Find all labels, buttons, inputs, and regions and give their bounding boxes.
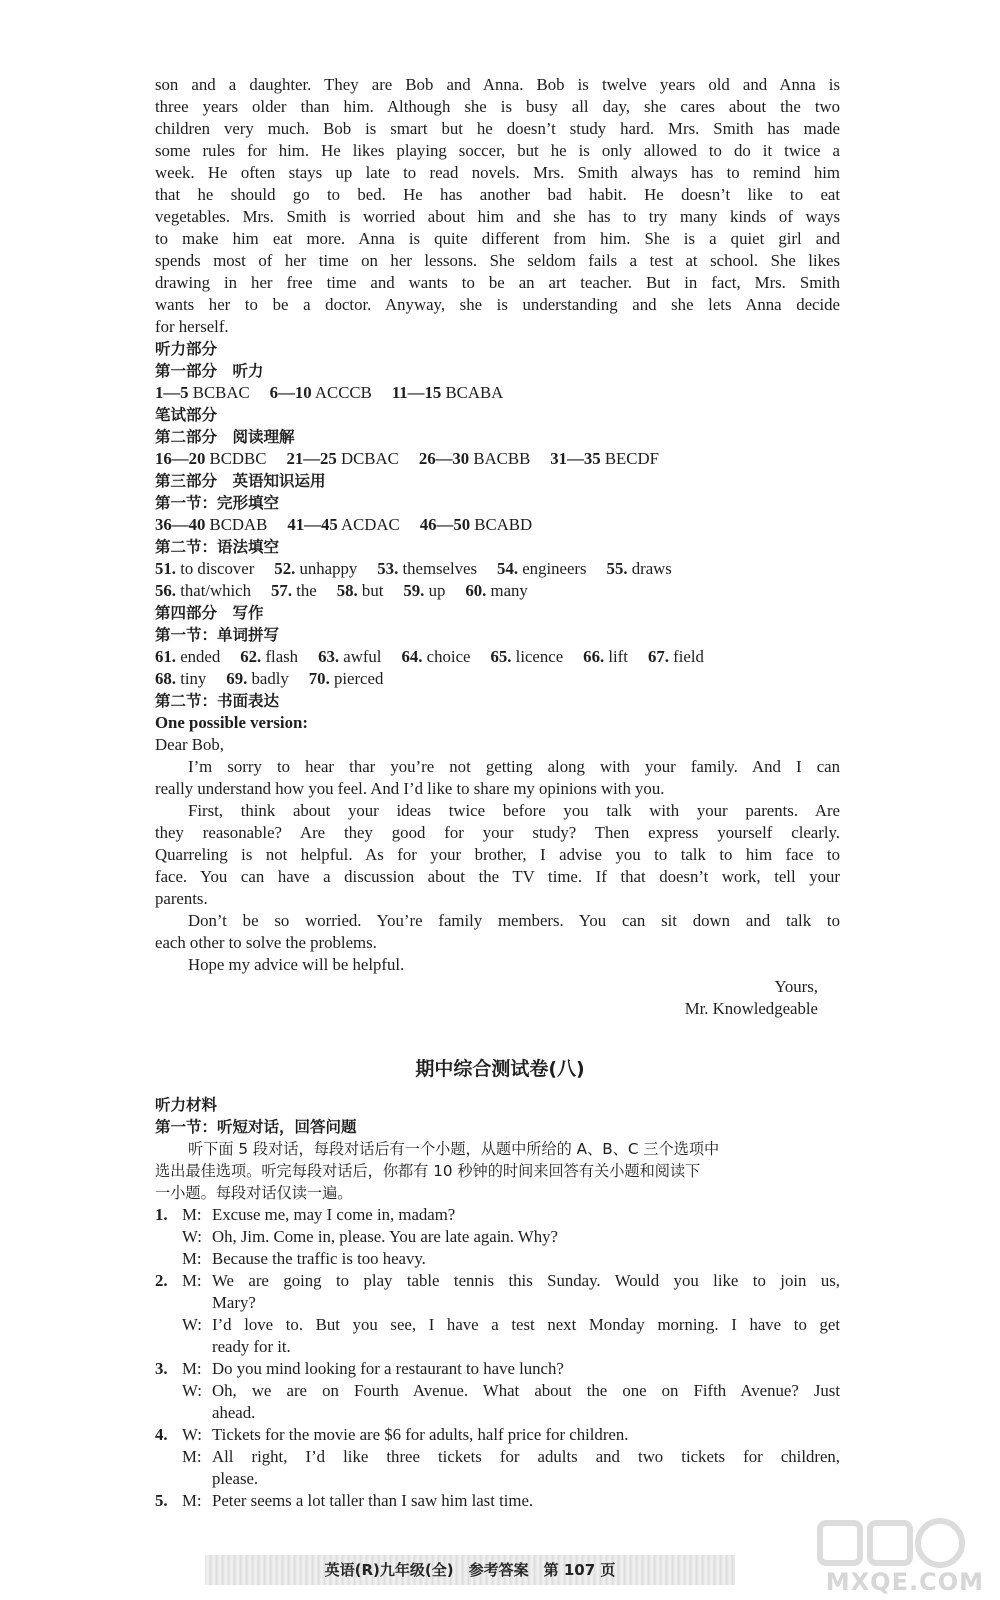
letter-line: Quarreling is not helpful. As for your brother, I advise you to talk to him face to <box>155 845 840 864</box>
letter-line: Don’t be so worried. You’re family members. You can sit down and talk to <box>188 911 840 930</box>
speaker-label: W: <box>182 1425 202 1444</box>
instruction-line: 一小题。每段对话仅读一遍。 <box>155 1184 353 1202</box>
letter-line: really understand how you feel. And I’d like to share my opinions with you. <box>155 779 665 798</box>
dialogue-line: Oh, we are on Fourth Avenue. What about the one on Fifth Avenue? Just <box>212 1381 840 1400</box>
passage-line: vegetables. Mrs. Smith is worried about him and she has to try many kinds of ways <box>155 207 840 226</box>
dialogue-line: Peter seems a lot taller than I saw him last time. <box>212 1491 534 1510</box>
answer-row: 51. to discover 52. unhappy 53. themselves 54. engineers 55. draws <box>155 559 672 578</box>
answer-row: 16—20 BCDBC 21—25 DCBAC 26—30 BACBB 31—35 BECDF <box>155 449 659 468</box>
speaker-label: M: <box>182 1447 202 1466</box>
passage-line: that he should go to bed. He has another bad habit. He doesn’t like to eat <box>155 185 840 204</box>
dialogue-line: Because the traffic is too heavy. <box>212 1249 426 1268</box>
letter-closing: Yours, <box>774 977 818 996</box>
answer-row: 68. tiny 69. badly 70. pierced <box>155 669 384 688</box>
passage-line: wants her to be a doctor. Anyway, she is understanding and she lets Anna decide <box>155 295 840 314</box>
material-heading: 听力材料 <box>155 1096 218 1114</box>
part-heading: 第二部分 阅读理解 <box>155 428 295 446</box>
section-heading: 笔试部分 <box>155 406 218 424</box>
passage-line: for herself. <box>155 317 229 336</box>
version-label: One possible version: <box>155 713 308 732</box>
passage-line: to make him eat more. Anna is quite different from him. She is a quiet girl and <box>155 229 840 248</box>
instruction-line: 选出最佳选项。听完每段对话后，你都有 10 秒钟的时间来回答有关小题和阅读下 <box>155 1162 701 1180</box>
letter-line: parents. <box>155 889 208 908</box>
dialogue-number: 2. <box>155 1271 168 1290</box>
page-footer: 英语(R)九年级(全) 参考答案 第 107 页 <box>205 1555 735 1585</box>
passage-line: spends most of her time on her lessons. She seldom fails a test at school. She likes <box>155 251 840 270</box>
dialogue-line: All right, I’d like three tickets for adults and two tickets for children, <box>212 1447 840 1466</box>
part-heading: 第三部分 英语知识运用 <box>155 472 326 490</box>
letter-line: First, think about your ideas twice before you talk with your parents. Are <box>188 801 840 820</box>
subsection-heading: 第一节：完形填空 <box>155 494 280 512</box>
dialogue-line: please. <box>212 1469 259 1488</box>
letter-line: they reasonable? Are they good for your study? Then express yourself clearly. <box>155 823 840 842</box>
letter-line: Hope my advice will be helpful. <box>188 955 405 974</box>
speaker-label: W: <box>182 1381 202 1400</box>
test-title: 期中综合测试卷(八) <box>415 1058 585 1080</box>
subsection-heading: 第二节：语法填空 <box>155 538 280 556</box>
dialogue-line: I’d love to. But you see, I have a test next Monday morning. I have to get <box>212 1315 840 1334</box>
dialogue-number: 5. <box>155 1491 168 1510</box>
passage-line: three years older than him. Although she is busy all day, she cares about the two <box>155 97 840 116</box>
speaker-label: M: <box>182 1491 202 1510</box>
dialogue-line: ready for it. <box>212 1337 291 1356</box>
watermark-text: MXQE.COM <box>825 1568 984 1596</box>
answer-row: 61. ended 62. flash 63. awful 64. choice 65. licence 66. lift 67. field <box>155 647 704 666</box>
instruction-line: 听下面 5 段对话，每段对话后有一个小题，从题中所给的 A、B、C 三个选项中 <box>188 1140 720 1158</box>
dialogue-line: We are going to play table tennis this Sunday. Would you like to join us, <box>212 1271 840 1290</box>
part-heading: 第一部分 听力 <box>155 362 264 380</box>
letter-greeting: Dear Bob, <box>155 735 224 754</box>
passage-line: week. He often stays up late to read novels. Mrs. Smith always has to remind him <box>155 163 840 182</box>
subsection-heading: 第一节：单词拼写 <box>155 626 280 644</box>
dialogue-line: Oh, Jim. Come in, please. You are late again. Why? <box>212 1227 558 1246</box>
letter-signature: Mr. Knowledgeable <box>684 999 818 1018</box>
passage-line: some rules for him. He likes playing soccer, but he is only allowed to do it twice a <box>155 141 840 160</box>
speaker-label: M: <box>182 1205 202 1224</box>
section-heading: 听力部分 <box>155 340 218 358</box>
answer-row: 1—5 BCBAC 6—10 ACCCB 11—15 BCABA <box>155 383 504 402</box>
speaker-label: M: <box>182 1271 202 1290</box>
passage-line: son and a daughter. They are Bob and Anna. Bob is twelve years old and Anna is <box>155 75 840 94</box>
answer-row: 36—40 BCDAB 41—45 ACDAC 46—50 BCABD <box>155 515 533 534</box>
subsection-heading: 第二节：书面表达 <box>155 692 280 710</box>
speaker-label: W: <box>182 1315 202 1334</box>
dialogue-line: Excuse me, may I come in, madam? <box>212 1205 456 1224</box>
dialogue-line: Tickets for the movie are $6 for adults, half price for children. <box>212 1425 629 1444</box>
dialogue-line: Do you mind looking for a restaurant to have lunch? <box>212 1359 564 1378</box>
dialogue-line: Mary? <box>212 1293 256 1312</box>
dialogue-line: ahead. <box>212 1403 256 1422</box>
speaker-label: M: <box>182 1249 202 1268</box>
section-heading: 第一节：听短对话，回答问题 <box>155 1118 357 1136</box>
answer-row: 56. that/which 57. the 58. but 59. up 60. many <box>155 581 528 600</box>
dialogue-number: 4. <box>155 1425 168 1444</box>
part-heading: 第四部分 写作 <box>155 604 264 622</box>
letter-line: each other to solve the problems. <box>155 933 377 952</box>
letter-line: face. You can have a discussion about the TV time. If that doesn’t work, tell your <box>155 867 840 886</box>
letter-line: I’m sorry to hear thar you’re not getting along with your family. And I can <box>188 757 840 776</box>
speaker-label: W: <box>182 1227 202 1246</box>
dialogue-number: 1. <box>155 1205 168 1224</box>
dialogue-number: 3. <box>155 1359 168 1378</box>
passage-line: children very much. Bob is smart but he doesn’t study hard. Mrs. Smith has made <box>155 119 840 138</box>
passage-line: drawing in her free time and wants to be an art teacher. But in fact, Mrs. Smith <box>155 273 840 292</box>
speaker-label: M: <box>182 1359 202 1378</box>
